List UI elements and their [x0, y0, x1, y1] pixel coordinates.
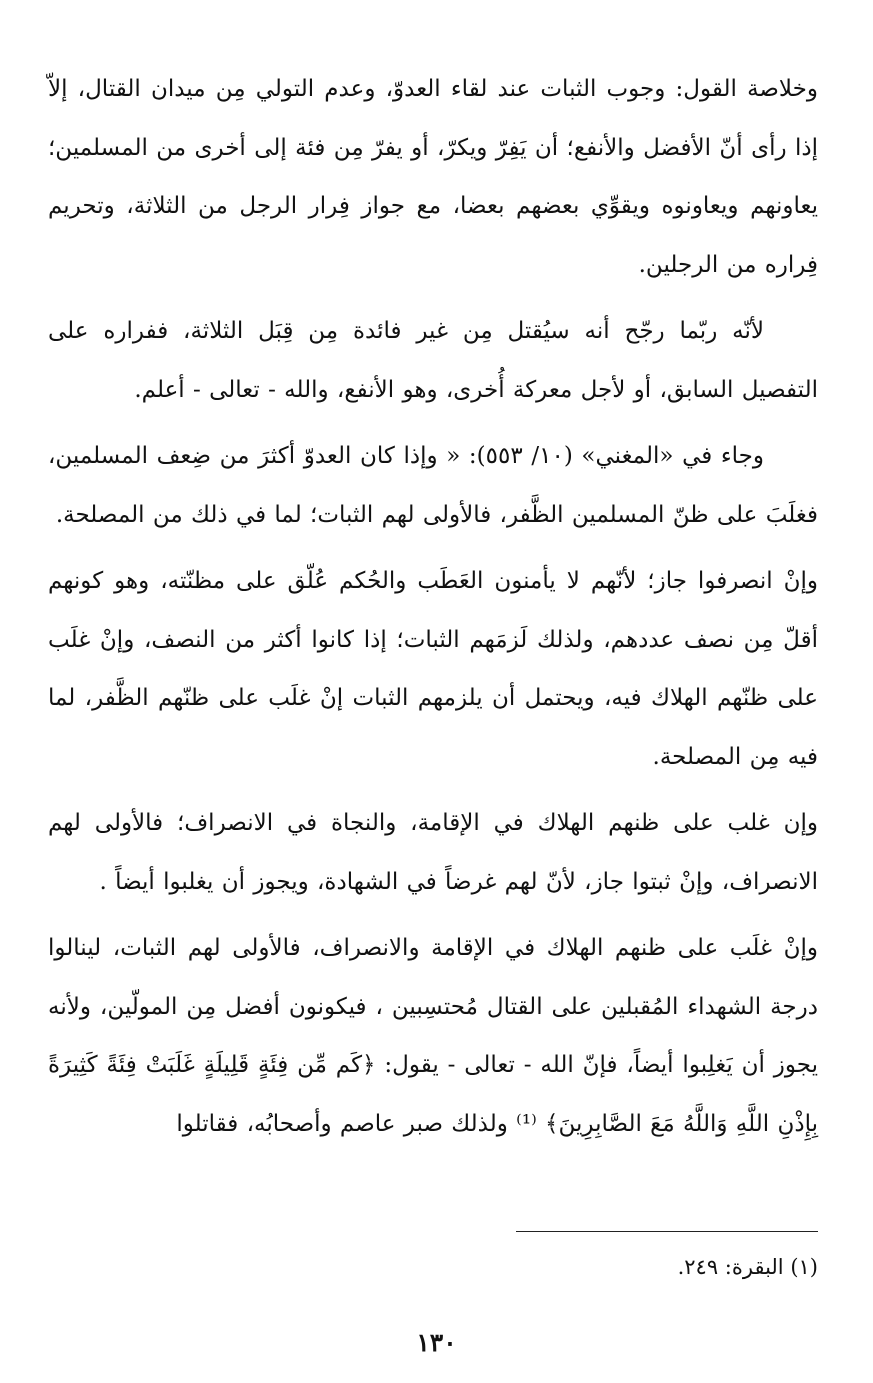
paragraph-6: وإنْ غلَب على ظنهم الهلاك في الإقامة والانصراف، فالأولى لهم الثبات، لينالوا درجة الشهداء المُقبلين على القتال مُحتسِبين ، فيكونون أفضل مِن المولّين، ولأنه يجوز أن يَغلِبوا أيضاً، فإنّ الله - تعالى - يقول: ﴿كَم مِّن فِئَةٍ قَلِيلَةٍ غَلَبَتْ فِئَةً كَثِيرَةً بِإِذْنِ اللَّهِ وَاللَّهُ مَعَ الصَّابِرِينَ﴾ ⁽¹⁾ ولذلك صبر عاصم وأصحابُه، فقاتلوا	[48, 935, 818, 1137]
paragraph-3: وجاء في «المغني» (١٠/ ٥٥٣): « وإذا كان العدوّ أكثرَ من ضِعف المسلمين، فغلَبَ على ظنّ المسلمين الظَّفر، فالأولى لهم الثبات؛ لما في ذلك من المصلحة.	[48, 443, 818, 528]
footnote-divider	[516, 1231, 818, 1232]
footnote: (١) البقرة: ٢٤٩.	[677, 1255, 818, 1279]
paragraph-5: وإن غلب على ظنهم الهلاك في الإقامة، والنجاة في الانصراف؛ فالأولى لهم الانصراف، وإنْ ثبتوا جاز، لأنّ لهم غرضاً في الشهادة، ويجوز أن يغلبوا أيضاً .	[48, 810, 818, 895]
paragraph-2: لأنّه ربّما رجّح أنه سيُقتل مِن غير فائدة مِن قِبَل الثلاثة، ففراره على التفصيل السابق، أو لأجل معركة أُخرى، وهو الأنفع، والله - تعالى - أعلم.	[48, 318, 818, 403]
page-number: ١٣٠	[416, 1328, 457, 1357]
paragraph-4: وإنْ انصرفوا جاز؛ لأنّهم لا يأمنون العَطَب والحُكم عُلّق على مظنّته، وهو كونهم أقلّ مِن نصف عددهم، ولذلك لَزمَهم الثبات؛ إذا كانوا أكثر من النصف، وإنْ غلَب على ظنّهم الهلاك فيه، ويحتمل أن يلزمهم الثبات إنْ غلَب على ظنّهم الظَّفر، لما فيه مِن المصلحة.	[48, 568, 818, 770]
paragraph-1: وخلاصة القول: وجوب الثبات عند لقاء العدوّ، وعدم التولي مِن ميدان القتال، إلاّ إذا رأى أنّ الأفضل والأنفع؛ أن يَفِرّ ويكرّ، أو يفرّ مِن فئة إلى أخرى من المسلمين؛ يعاونهم ويعاونوه ويقوِّي بعضهم بعضا، مع جواز فِرار الرجل من الثلاثة، وتحريم فِراره من الرجلين.	[48, 76, 818, 278]
page-body	[48, 60, 818, 1161]
